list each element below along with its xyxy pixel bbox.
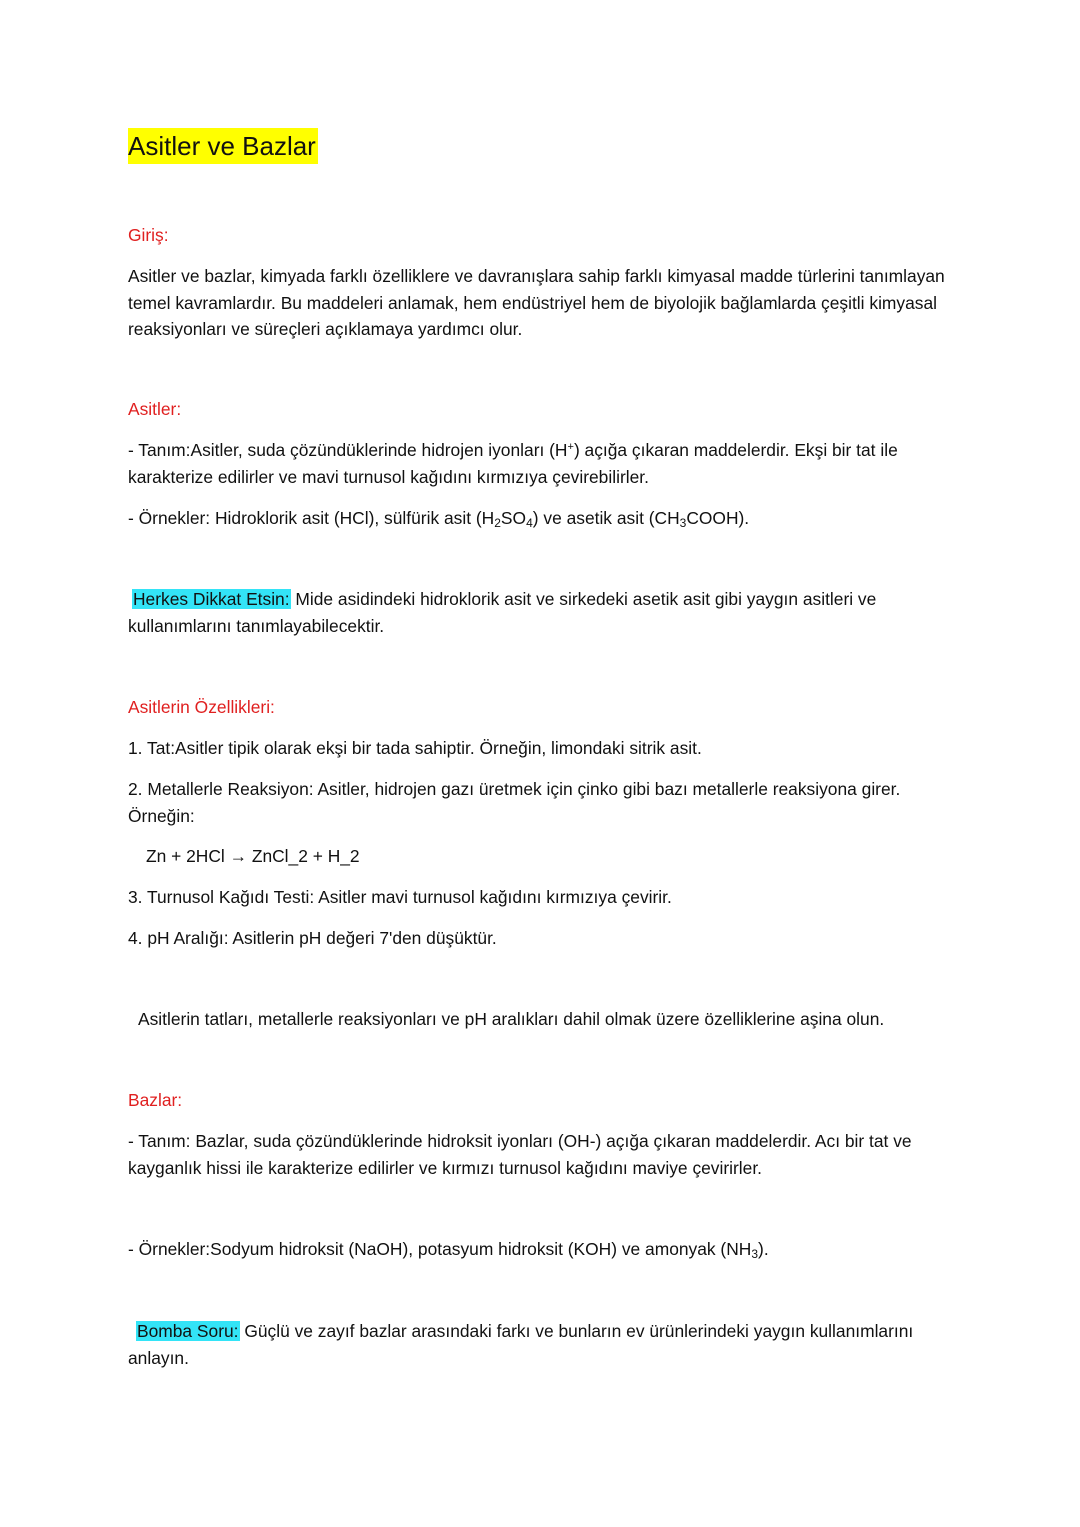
- acid-props-heading: Asitlerin Özellikleri:: [128, 697, 275, 717]
- note-bomba-soru: Bomba Soru: Güçlü ve zayıf bazlar arasındaki farkı ve bunların ev ürünlerindeki yaygın kullanımlarını anlayın.: [128, 1321, 914, 1368]
- acid-prop-item: 3. Turnusol Kağıdı Testi: Asitler mavi turnusol kağıdını kırmızıya çevirir.: [128, 887, 672, 907]
- reaction-equation: Zn + 2HCl → ZnCl_2 + H_2: [146, 846, 360, 866]
- acids-heading: Asitler:: [128, 399, 182, 419]
- bases-heading: Bazlar:: [128, 1090, 183, 1110]
- acids-examples: - Örnekler: Hidroklorik asit (HCl), sülfürik asit $(H_2SO_4)$ ve asetik asit $(CH_3COOH)$.: [128, 508, 750, 530]
- acid-prop-item: 2. Metallerle Reaksiyon: Asitler, hidrojen gazı üretmek için çinko gibi bazı metallerle reaksiyona girer. Örneğin:: [128, 779, 901, 826]
- acids-definition: - Tanım:Asitler, suda çözündüklerinde hidrojen iyonları (H+) açığa çıkaran maddelerdir. Ekşi bir tat ile karakterize edilirler ve mavi turnusol kağıdını kırmızıya çevirebilirler.: [128, 440, 898, 487]
- highlight-label: Bomba Soru:: [137, 1321, 239, 1341]
- intro-paragraph: Asitler ve bazlar, kimyada farklı özelliklere ve davranışlara sahip farklı kimyasal madde türlerini tanımlayan temel kavramlardır. Bu maddeleri anlamak, hem endüstriyel hem de biyolojik bağlamlarda çeşitli kimyasal reaksiyonları ve süreçleri açıklamaya yardımcı olur.: [128, 266, 945, 339]
- acid-props-summary: Asitlerin tatları, metallerle reaksiyonları ve pH aralıkları dahil olmak üzere özelliklerine aşina olun.: [138, 1009, 885, 1029]
- acid-prop-item: 1. Tat:Asitler tipik olarak ekşi bir tada sahiptir. Örneğin, limondaki sitrik asit.: [128, 738, 702, 758]
- bases-definition: - Tanım: Bazlar, suda çözündüklerinde hidroksit iyonları (OH-) açığa çıkaran maddelerdir. Acı bir tat ve kayganlık hissi ile karakterize edilirler ve kırmızı turnusol kağıdını maviye çevirirler.: [128, 1131, 912, 1178]
- bases-examples: - Örnekler:Sodyum hidroksit (NaOH), potasyum hidroksit (KOH) ve amonyak $(NH_3)$.: [128, 1239, 769, 1261]
- note-herkes-dikkat: Herkes Dikkat Etsin: Mide asidindeki hidroklorik asit ve sirkedeki asetik asit gibi yaygın asitleri ve kullanımlarını tanımlayabilecektir.: [128, 589, 877, 636]
- intro-heading: Giriş:: [128, 225, 169, 245]
- acid-prop-item: 4. pH Aralığı: Asitlerin pH değeri 7'den düşüktür.: [128, 928, 497, 948]
- highlight-label: Herkes Dikkat Etsin:: [133, 589, 290, 609]
- page-title: Asitler ve Bazlar: [128, 128, 318, 164]
